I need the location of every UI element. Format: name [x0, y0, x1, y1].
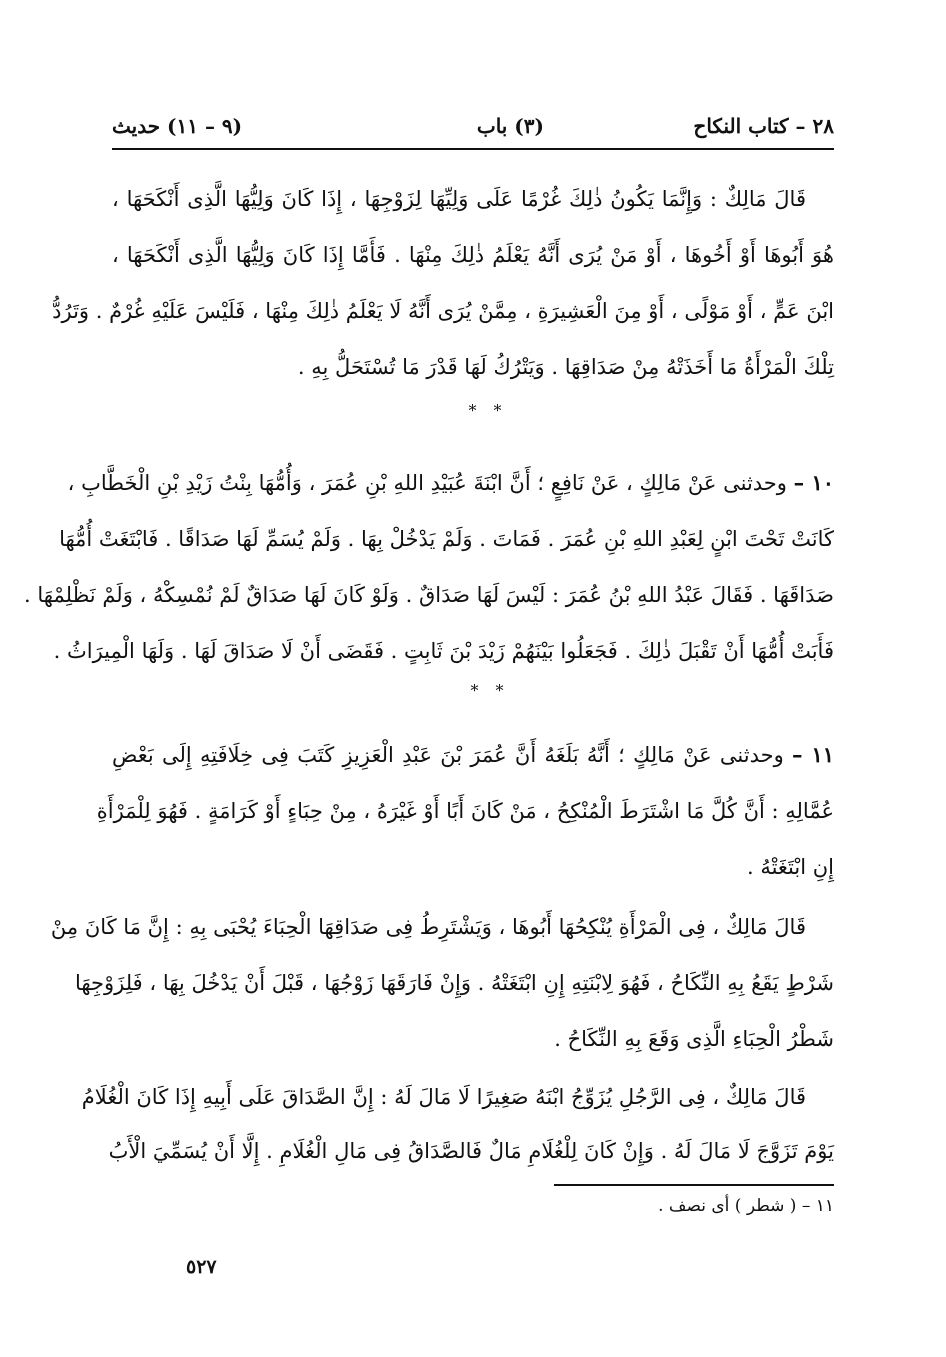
text-line: كَانَتْ تَحْتَ ابْنٍ لِعَبْدِ اللهِ بْنِ عُمَرَ . فَمَاتَ . وَلَمْ يَدْخُلْ بِهَا . وَلَمْ يُسَمِّ لَهَا صَدَاقًا . فَابْتَغَتْ أُمُّهَا [59, 527, 834, 551]
text-line: قَالَ مَالِكٌ : وَإِنَّمَا يَكُونُ ذٰلِكَ غُرْمًا عَلَى وَلِيِّهَا لِزَوْجِهَا ، إِذَا كَانَ وَلِيُّهَا الَّذِى أَنْكَحَهَا ، [112, 187, 806, 211]
book-title: ٢٨ – كتاب النكاح [693, 114, 834, 138]
text-line: قَالَ مَالِكٌ ، فِى الْمَرْأَةِ يُنْكِحُهَا أَبُوهَا ، وَيَشْتَرِطُ فِى صَدَاقِهَا الْحِبَاءَ يُحْبَى بِهِ : إِنَّ مَا كَانَ مِنْ [50, 915, 806, 939]
section-separator: * * [470, 681, 510, 700]
text-line: صَدَاقَهَا . فَقَالَ عَبْدُ اللهِ بْنُ عُمَرَ : لَيْسَ لَهَا صَدَاقٌ . وَلَوْ كَانَ لَهَا صَدَاقٌ لَمْ نُمْسِكْهُ ، وَلَمْ نَظْلِمْهَا . [24, 583, 834, 607]
text-line: شَرْطٍ يَقَعُ بِهِ النِّكَاحُ ، فَهُوَ لِابْنَتِهِ إِنِ ابْتَغَتْهُ . وَإِنْ فَارَقَهَا زَوْجُهَا ، قَبْلَ أَنْ يَدْخُلَ بِهَا ، فَلِزَوْجِهَا [74, 971, 834, 995]
hadith-number: ١١ – [792, 742, 835, 767]
text-line: فَأَبَتْ أُمُّهَا أَنْ تَقْبَلَ ذٰلِكَ . فَجَعَلُوا بَيْنَهُمْ زَيْدَ بْنَ ثَابِتٍ . فَقَضَى أَنْ لَا صَدَاقَ لَهَا . وَلَهَا الْمِيرَاثُ . [53, 639, 834, 663]
hadith-10-line [67, 468, 834, 498]
section-separator: * * [468, 401, 508, 420]
text-line: يَوْمَ تَزَوَّجَ لَا مَالَ لَهُ . وَإِنْ كَانَ لِلْغُلَامِ مَالٌ فَالصَّدَاقُ فِى مَالِ الْغُلَامِ . إِلَّا أَنْ يُسَمِّيَ الْأَبُ [108, 1139, 834, 1163]
text-line: ابْنَ عَمٍّ ، أَوْ مَوْلًى ، أَوْ مِنَ الْعَشِيرَةِ ، مِمَّنْ يُرَى أَنَّهُ لَا يَعْلَمُ ذٰلِكَ مِنْهَا ، فَلَيْسَ عَلَيْهِ غُرْمٌ . وَتَرُدُّ [52, 299, 834, 323]
text-line: قَالَ مَالِكٌ ، فِى الرَّجُلِ يُزَوِّجُ ابْنَهُ صَغِيرًا لَا مَالَ لَهُ : إِنَّ الصَّدَاقَ عَلَى أَبِيهِ إِذَا كَانَ الْغُلَامُ [81, 1085, 806, 1109]
page-number: ٥٢٧ [186, 1256, 217, 1278]
page-header [112, 108, 834, 150]
hadith-number: ١٠ – [793, 470, 834, 495]
text-line: شَطْرُ الْحِبَاءِ الَّذِى وَقَعَ بِهِ النِّكَاحُ . [554, 1027, 834, 1051]
hadith-text: وحدثنى عَنْ مَالِكٍ ، عَنْ نَافِعٍ ؛ أَنَّ ابْنَةَ عُبَيْدِ اللهِ بْنِ عُمَرَ ، وَأُمُّهَا بِنْتُ زَيْدِ بْنِ الْخَطَّابِ ، [67, 471, 787, 495]
chapter-label: (٣) باب [476, 114, 544, 138]
text-line: هُوَ أَبُوهَا أَوْ أَخُوهَا ، أَوْ مَنْ يُرَى أَنَّهُ يَعْلَمُ ذٰلِكَ مِنْهَا . فَأَمَّا إِذَا كَانَ وَلِيُّهَا الَّذِى أَنْكَحَهَا ، [112, 243, 834, 267]
text-line: عُمَّالِهِ : أَنَّ كُلَّ مَا اشْتَرَطَ الْمُنْكِحُ ، مَنْ كَانَ أَبًا أَوْ غَيْرَهُ ، مِنْ حِبَاءٍ أَوْ كَرَامَةٍ . فَهُوَ لِلْمَرْأَةِ [96, 799, 834, 823]
hadith-range: (٩ – ١١) حديث [112, 114, 243, 138]
hadith-11-line [112, 740, 834, 770]
text-line: إِنِ ابْتَغَتْهُ . [746, 855, 834, 879]
footnote: ١١ – ( شطر ) أى نصف . [658, 1196, 834, 1216]
hadith-text: وحدثنى عَنْ مَالِكٍ ؛ أَنَّهُ بَلَغَهُ أَنَّ عُمَرَ بْنَ عَبْدِ الْعَزِيزِ كَتَبَ فِى خِلَافَتِهِ إِلَى بَعْضِ [112, 743, 784, 767]
footnote-divider [554, 1184, 834, 1186]
text-line: تِلْكَ الْمَرْأَةُ مَا أَخَذَتْهُ مِنْ صَدَاقِهَا . وَيَتْرُكُ لَهَا قَدْرَ مَا تُسْتَحَلُّ بِهِ . [297, 355, 834, 379]
